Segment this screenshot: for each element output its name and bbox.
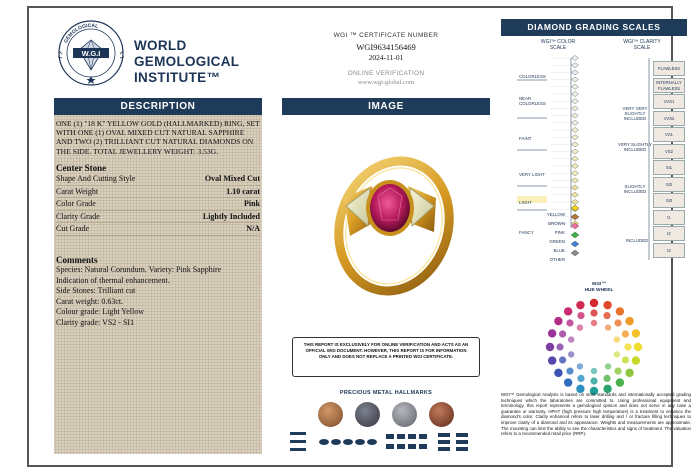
hallmark-dark-silver-icon (355, 402, 380, 427)
clarity-group-included: INCLUDED (625, 238, 649, 243)
row-value: Pink (243, 199, 260, 209)
comments-title: Comments (56, 254, 98, 265)
clarity-group-vs: VERY SLIGHTLY INCLUDED (618, 142, 652, 153)
hue-swatch (556, 343, 563, 350)
comment-line: Indication of thermal enhancement. (56, 275, 170, 285)
fancy-other: OTHER (549, 257, 565, 262)
hue-swatch (614, 319, 621, 326)
row-value: Oval Mixed Cut (204, 174, 260, 184)
center-stone-row (56, 186, 260, 199)
comments-list (56, 265, 260, 328)
hue-swatch (603, 301, 611, 309)
clarity-grade-box: VVS2 (653, 111, 685, 126)
clarity-grade-box: SI1 (653, 160, 685, 175)
color-grade-diamond-icon (572, 163, 579, 168)
hallmark-silver-icon (392, 402, 417, 427)
fancy-color-diamond-icon (571, 214, 579, 220)
logo-wordmark (134, 38, 239, 86)
clarity-grade-box: VS2 (653, 144, 685, 159)
clarity-scale-heading: WGI™ CLARITY SCALE (623, 39, 661, 51)
hue-swatch (554, 369, 562, 377)
hue-swatch (614, 367, 621, 374)
comment-line: Colour grade: Light Yellow (56, 307, 144, 317)
center-stone-row (56, 223, 260, 236)
color-grade-diamond-icon (572, 127, 579, 132)
row-label: Shape And Cutting Style (56, 174, 136, 184)
hue-swatch (591, 368, 597, 374)
color-grade-diamond-icon (572, 106, 579, 111)
clarity-grade-box: SI2 (653, 177, 685, 192)
hue-swatch (577, 312, 584, 319)
color-grade-diamond-icon (572, 185, 579, 190)
fancy-color-diamond-icon (571, 205, 579, 211)
color-group-colorless: COLORLESS (519, 74, 546, 79)
comment-line: Side Stones: Trilliant cut (56, 286, 136, 296)
comment-line: Species: Natural Corundum. Variety: Pink Sapphire (56, 265, 222, 275)
fancy-pink: PINK (554, 230, 565, 235)
color-grade-diamond-icon (572, 55, 579, 60)
hue-wheel (539, 292, 649, 402)
hue-swatch (568, 351, 574, 357)
hallmarks-title: PRECIOUS METAL HALLMARKS (339, 390, 433, 396)
hue-swatch (554, 317, 562, 325)
color-grade-diamond-icon (572, 149, 579, 154)
hue-wheel-title-line-1: WGI™ (591, 282, 607, 287)
hue-swatch (564, 378, 572, 386)
clarity-grade-box: VS1 (653, 127, 685, 142)
description-heading: DESCRIPTION (54, 98, 262, 115)
center-stone-table (56, 173, 260, 236)
fancy-color-diamond-icon (571, 232, 579, 238)
hue-swatch (590, 299, 598, 307)
clarity-group-si: SLIGHTLY INCLUDED (623, 184, 647, 195)
comments-section (56, 256, 260, 329)
row-label: Clarity Grade (56, 211, 100, 221)
hue-swatch (559, 330, 566, 337)
hue-swatch (576, 301, 584, 309)
hue-swatch (616, 307, 624, 315)
hue-swatch (564, 307, 572, 315)
color-grade-diamond-icon (572, 178, 579, 183)
row-value: N/A (246, 224, 260, 234)
certificate-number: WGI9634156469 (356, 42, 416, 52)
hue-swatch (590, 309, 597, 316)
center-stone-row (56, 198, 260, 211)
color-group-faint: FAINT (519, 136, 532, 141)
clarity-grade-box: SI3 (653, 193, 685, 208)
color-grade-diamond-icon (572, 70, 579, 75)
row-value: 1.10 carat (226, 186, 260, 196)
color-grade-diamond-icon (572, 192, 579, 197)
badge-ring-text: GEMOLOGICAL (63, 22, 99, 45)
clarity-group-vvs: VERY VERY SLIGHTLY INCLUDED (622, 106, 648, 122)
ring-photo (286, 116, 486, 326)
online-verification-url[interactable]: www.wgi-global.com (357, 79, 415, 86)
hallmark-copper-icon (429, 402, 454, 427)
hue-swatch (632, 356, 640, 364)
color-group-fancy: FANCY (519, 230, 534, 235)
hue-swatch (603, 312, 610, 319)
hue-swatch (546, 343, 554, 351)
color-group-near-colorless: NEAR COLORLESS (519, 96, 546, 107)
hue-swatch (548, 329, 556, 337)
center-stone-row (56, 211, 260, 224)
hue-swatch (548, 356, 556, 364)
grading-scales-heading: DIAMOND GRADING SCALES (501, 19, 687, 36)
hue-swatch (614, 351, 620, 357)
hue-wheel-title-line-2: HUE WHEEL (584, 287, 614, 293)
clarity-grade-box: I1 (653, 210, 685, 225)
left-column (54, 14, 262, 454)
certificate-number-label: WGI ™ CERTIFICATE NUMBER (333, 32, 439, 39)
hue-swatch (559, 356, 566, 363)
color-grade-diamond-icon (572, 91, 579, 96)
middle-column (282, 14, 490, 454)
grading-disclaimer: WGI™ Gemological Analysis is based on strict standards and internationally accepted grading techniques which the laboratories are committed to. Using professional equipment and terminology, this report represents a gemological opinion and does not serve in any case a guarantee or warranty. HPHT (high pressure high temperature) is a treatment to enhance the diamond's color. Clarity enhanced refers to laser drilling and / or fracture filling techniques to improve clarity of a diamond and its appearance. Weights and measurements are approximate. The mounting can limit the ability to see the characteristics and signs of treatment. The valuation refers to a recommended retail price (RRP). (501, 392, 691, 437)
hue-swatch (577, 375, 584, 382)
hue-swatch (605, 363, 611, 369)
row-label: Cut Grade (56, 224, 90, 234)
color-grade-diamond-icon (572, 84, 579, 89)
hallmark-bronze-icon (318, 402, 343, 427)
clarity-grade-box: VVS1 (653, 94, 685, 109)
color-grade-diamond-icon (572, 77, 579, 82)
logo-line-3: INSTITUTE™ (134, 70, 221, 85)
online-verification-label: ONLINE VERIFICATION (347, 70, 425, 77)
hue-swatch (566, 367, 573, 374)
hue-swatch (622, 330, 629, 337)
badge-text: W.G.I (81, 49, 101, 58)
row-label: Carat Weight (56, 186, 99, 196)
hue-swatch (624, 343, 631, 350)
hallmark-samples (316, 402, 456, 426)
center-stone-row (56, 173, 260, 186)
clarity-grade-box: INTERNALLY FLAWLESS (653, 78, 685, 93)
hue-swatch (590, 377, 597, 384)
clarity-grade-box: FLAWLESS (653, 61, 685, 76)
row-value: Lightly Included (202, 211, 260, 221)
certificate-date: 2024-11-01 (368, 53, 404, 62)
color-group-light: LIGHT (519, 200, 532, 205)
fancy-brown: BROWN (548, 221, 565, 226)
wgi-badge-icon (56, 18, 126, 88)
hue-swatch (625, 317, 633, 325)
color-scale-heading: WGI™ COLOR SCALE (540, 39, 576, 51)
wgi-logo (54, 18, 264, 88)
online-disclaimer: THIS REPORT IS EXCLUSIVELY FOR ONLINE VERIFICATION AND ACTS AS AN OFFICIAL WGI DOCUMENT. HOWEVER, THIS REPORT IS FOR INFORMATION ONLY AND DOES NOT REPLACE A PRINTED WGI CERTIFICATE. (292, 337, 480, 377)
clarity-grade-box: I3 (653, 243, 685, 258)
color-grade-diamond-icon (572, 63, 579, 68)
logo-line-2: GEMOLOGICAL (134, 54, 240, 69)
hue-swatch (605, 324, 611, 330)
logo-line-1: WORLD (134, 38, 187, 53)
hue-swatch (591, 320, 597, 326)
hallmark-stamps-strip (286, 430, 486, 454)
color-grade-diamond-icon (572, 142, 579, 147)
item-description: ONE (1) "18 K" YELLOW GOLD (HALLMARKED) RING, SET WITH ONE (1) OVAL MIXED CUT NATURAL SAPPHIRE AND TWO (2) TRILLIANT CUT NATURAL DIAMONDS ON THE SIDE. TOTAL JEWELLERY WEIGHT: 3.53G. (56, 119, 260, 156)
hue-swatch (614, 336, 620, 342)
certificate-frame (27, 6, 691, 467)
fancy-yellow: YELLOW (546, 212, 565, 217)
color-grade-diamond-icon (572, 113, 579, 118)
hue-swatch (603, 375, 610, 382)
hue-swatch (634, 343, 642, 351)
row-label: Color Grade (56, 199, 96, 209)
color-grade-diamond-icon (572, 120, 579, 125)
hue-swatch (577, 363, 583, 369)
center-stone-title: Center Stone (56, 162, 107, 173)
fancy-color-diamond-icon (571, 250, 579, 256)
image-heading: IMAGE (282, 98, 490, 115)
color-grade-diamond-icon (572, 199, 579, 204)
right-column (499, 14, 699, 464)
color-grade-diamond-icon (572, 99, 579, 104)
hue-swatch (577, 324, 583, 330)
comment-line: Carat weight: 0.63ct. (56, 296, 124, 306)
clarity-grade-box: I2 (653, 226, 685, 241)
fancy-green: GREEN (549, 239, 565, 244)
color-grade-diamond-icon (572, 171, 579, 176)
color-grade-diamond-icon (572, 156, 579, 161)
fancy-color-diamond-icon (571, 241, 579, 247)
description-panel (54, 115, 262, 454)
hue-swatch (625, 369, 633, 377)
comment-line: Clarity grade: VS2 - SI1 (56, 317, 135, 327)
color-group-very-light: VERY LIGHT (519, 172, 545, 177)
hue-swatch (632, 329, 640, 337)
hue-swatch (568, 336, 574, 342)
hue-swatch (616, 378, 624, 386)
fancy-blue: BLUE (553, 248, 565, 253)
hue-swatch (622, 356, 629, 363)
color-grade-diamond-icon (572, 135, 579, 140)
hue-swatch (566, 319, 573, 326)
